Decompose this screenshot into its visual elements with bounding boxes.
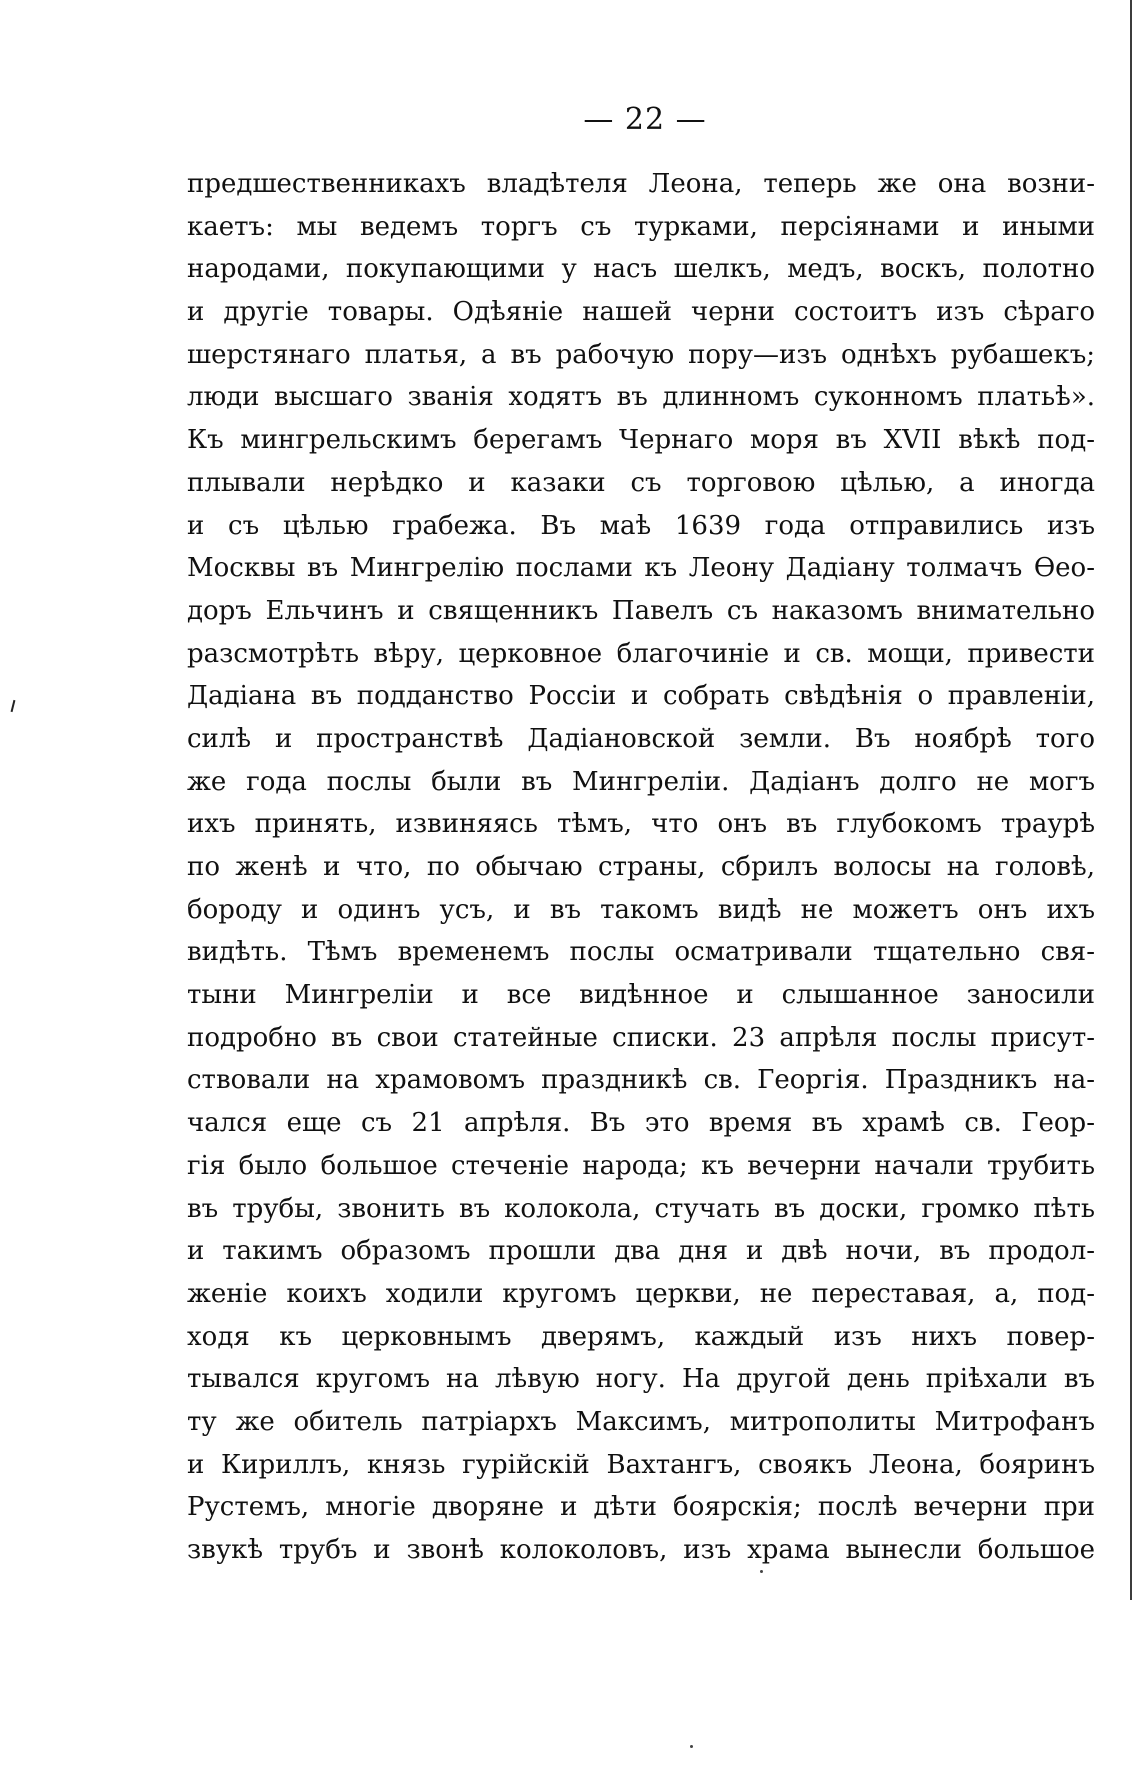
text-line: и такимъ образомъ прошли два дня и двѣ ночи, въ продол-: [187, 1236, 1095, 1267]
text-line: и съ цѣлью грабежа. Въ маѣ 1639 года отправились изъ: [187, 510, 1095, 541]
text-line: шерстянаго платья, а въ рабочую пору—изъ однѣхъ рубашекъ;: [187, 339, 1095, 370]
text-line: подробно въ свои статейные списки. 23 апрѣля послы присут-: [187, 1022, 1095, 1053]
text-line: бороду и одинъ усъ, и въ такомъ видѣ не можетъ онъ ихъ: [187, 894, 1095, 925]
text-line: плывали нерѣдко и казаки съ торговою цѣлью, а иногда: [187, 467, 1095, 498]
text-line: каетъ: мы ведемъ торгъ съ турками, персіянами и иными: [187, 211, 1095, 242]
text-line: предшественникахъ владѣтеля Леона, теперь же она возни-: [187, 169, 1095, 199]
text-line: и другіе товары. Одѣяніе нашей черни состоитъ изъ сѣраго: [187, 297, 1095, 328]
text-line: народами, покупающими у насъ шелкъ, медъ, воскъ, полотно: [187, 254, 1095, 285]
scan-edge-line: [1130, 0, 1132, 1600]
text-line: тывался кругомъ на лѣвую ногу. На другой день пріѣхали въ: [187, 1364, 1095, 1395]
text-line: разсмотрѣть вѣру, церковное благочиніе и св. мощи, привести: [187, 638, 1095, 669]
page-number: — 22 —: [583, 102, 707, 137]
text-line: Дадіана въ подданство Россіи и собрать свѣдѣнія о правленіи,: [187, 681, 1095, 712]
text-line: и Кириллъ, князь гурійскій Вахтангъ, своякъ Леона, бояринъ: [187, 1449, 1095, 1480]
text-line: Къ мингрельскимъ берегамъ Чернаго моря въ XVII вѣкѣ под-: [187, 425, 1095, 456]
scan-speck: [760, 1570, 763, 1573]
text-line: тыни Мингреліи и все видѣнное и слышанное заносили: [187, 980, 1095, 1011]
text-line: ихъ принять, извиняясь тѣмъ, что онъ въ глубокомъ траурѣ: [187, 809, 1095, 840]
body-text: [187, 163, 1095, 1572]
text-line: гія было большое стеченіе народа; къ вечерни начали трубить: [187, 1150, 1095, 1181]
text-line: въ трубы, звонить въ колокола, стучать въ доски, громко пѣть: [187, 1193, 1095, 1224]
text-line: же года послы были въ Мингреліи. Дадіанъ долго не могъ: [187, 766, 1095, 797]
margin-mark: [11, 700, 16, 712]
text-line: Москвы въ Мингрелію послами къ Леону Дадіану толмачъ Ѳео-: [187, 553, 1095, 584]
text-line: по женѣ и что, по обычаю страны, сбрилъ волосы на головѣ,: [187, 852, 1095, 882]
text-line: ходя къ церковнымъ дверямъ, каждый изъ нихъ повер-: [187, 1321, 1095, 1352]
text-line: силѣ и пространствѣ Дадіановской земли. Въ ноябрѣ того: [187, 723, 1095, 754]
text-line: люди высшаго званія ходятъ въ длинномъ суконномъ платьѣ».: [187, 382, 1095, 413]
text-line: женіе коихъ ходили кругомъ церкви, не переставая, а, под-: [187, 1278, 1095, 1309]
text-line: звукѣ трубъ и звонѣ колоколовъ, изъ храма вынесли большое: [187, 1535, 1095, 1565]
text-line: чался еще съ 21 апрѣля. Въ это время въ храмѣ св. Геор-: [187, 1108, 1095, 1139]
text-line: Рустемъ, многіе дворяне и дѣти боярскія; послѣ вечерни при: [187, 1492, 1095, 1523]
text-line: ствовали на храмовомъ праздникѣ св. Георгія. Праздникъ на-: [187, 1065, 1095, 1096]
text-line: доръ Ельчинъ и священникъ Павелъ съ наказомъ внимательно: [187, 595, 1095, 626]
text-line: ту же обитель патріархъ Максимъ, митрополиты Митрофанъ: [187, 1406, 1095, 1437]
text-line: видѣть. Тѣмъ временемъ послы осматривали тщательно свя-: [187, 937, 1095, 968]
scan-speck: [690, 1745, 693, 1748]
